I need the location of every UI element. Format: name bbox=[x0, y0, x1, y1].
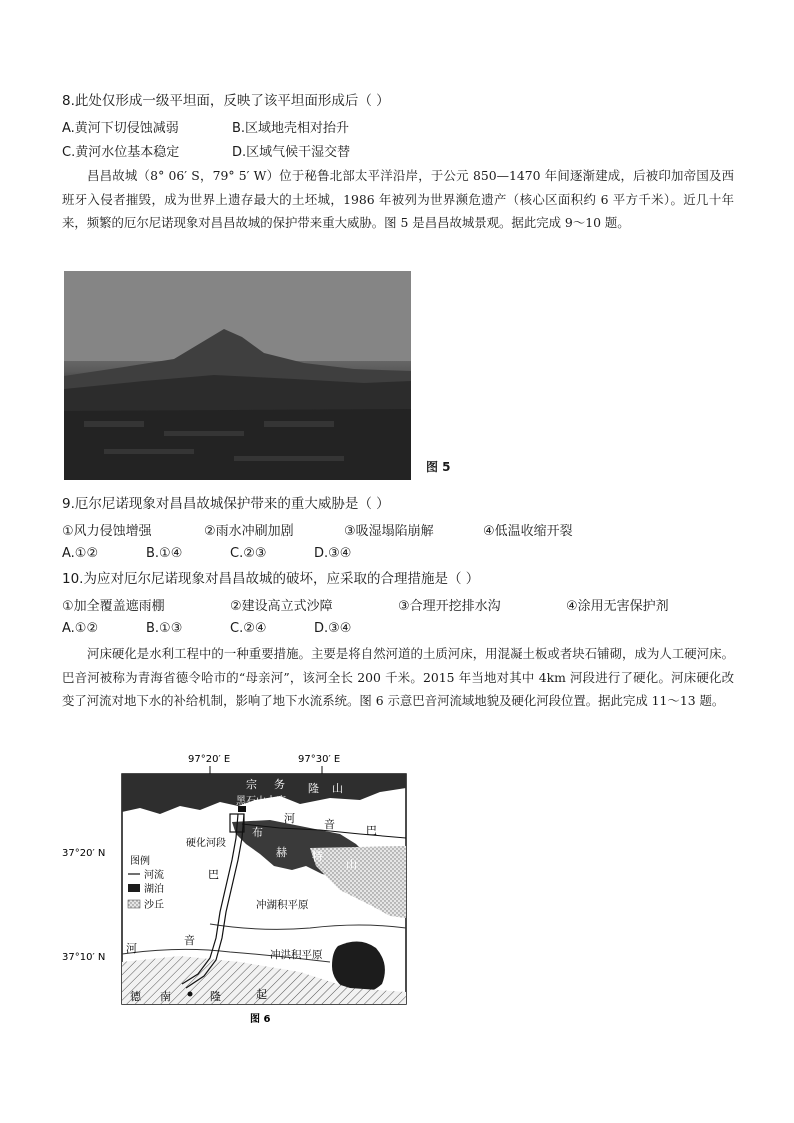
q9-stem: 9.厄尔尼诺现象对昌昌故城保护带来的重大威胁是（ ） bbox=[62, 496, 390, 512]
q10-choice-d: D.③④ bbox=[314, 621, 352, 636]
photo-scene bbox=[64, 271, 411, 480]
mountain-north-char-3: 隆 bbox=[308, 782, 319, 795]
river-main-char-2: 音 bbox=[184, 934, 195, 947]
figure-5-caption: 图 5 bbox=[426, 460, 451, 474]
river-main-char-1: 巴 bbox=[208, 868, 219, 881]
legend-lake: 湖泊 bbox=[144, 884, 164, 895]
mountain-mid-char-3: 特 bbox=[312, 850, 323, 863]
river-east-char-3: 巴 bbox=[366, 824, 377, 837]
mountain-south-char-1: 德 bbox=[130, 990, 141, 1003]
q10-item-3: ③合理开挖排水沟 bbox=[398, 599, 501, 614]
q9-choice-d: D.③④ bbox=[314, 546, 352, 561]
lat-label-2: 37°10′ N bbox=[62, 952, 106, 963]
mountain-mid-char-2: 赫 bbox=[276, 846, 287, 859]
legend-river: 河流 bbox=[144, 870, 164, 881]
passage-bayin-river: 河床硬化是水利工程中的一种重要措施。主要是将自然河道的土质河床，用混凝土板或者块石铺砌，成为人工硬河床。巴音河被称为青海省德令哈市的“母亲河”，该河全长 200 千米。2015 年当地对其中 4km 河段进行了硬化。河床硬化改变了河流对地下水的补给机制，影响了地下水流系统。图 6 示意巴音河流域地貌及硬化河段位置。据此完成 11～13 题。 bbox=[62, 646, 734, 708]
q10-stem: 10.为应对厄尔尼诺现象对昌昌故城的破坏，应采取的合理措施是（ ） bbox=[62, 571, 480, 587]
q10-choice-c: C.②④ bbox=[230, 621, 267, 636]
q8-option-c: C.黄河水位基本稳定 bbox=[62, 145, 180, 160]
map-svg bbox=[60, 748, 420, 1028]
map-hardened-label: 硬化河段 bbox=[186, 838, 226, 849]
lon-label-1: 97°20′ E bbox=[188, 754, 231, 765]
lon-label-2: 97°30′ E bbox=[298, 754, 341, 765]
q9-item-1: ①风力侵蚀增强 bbox=[62, 524, 152, 539]
river-east-char-1: 河 bbox=[284, 812, 295, 825]
q8-option-a: A.黄河下切侵蚀减弱 bbox=[62, 121, 179, 136]
mountain-mid-char-1: 布 bbox=[252, 826, 263, 839]
q9-choice-a: A.①② bbox=[62, 546, 99, 561]
mountain-south-char-4: 起 bbox=[256, 988, 267, 1001]
passage-chanchan: 昌昌故城（8° 06′ S，79° 5′ W）位于秘鲁北部太平洋沿岸，于公元 850—1470 年间逐渐建成，后被印加帝国及西班牙入侵者摧毁，成为世界上遗存最大的土坯城，1986 年被列为世界濒危遗产（核心区面积约 6 平方千米）。近几十年来，频繁的厄尔尼诺现象对昌昌故城的保护带来重大威胁。图 5 是昌昌故城景观。据此完成 9～10 题。 bbox=[62, 168, 734, 230]
mountain-south-char-2: 南 bbox=[160, 990, 171, 1003]
mountain-north-char-1: 宗 bbox=[246, 778, 257, 791]
plain-alluvial-label: 冲洪积平原 bbox=[270, 949, 323, 961]
mountain-south-char-3: 隆 bbox=[210, 990, 221, 1003]
q9-choice-c: C.②③ bbox=[230, 546, 267, 561]
mountain-north-char-4: 山 bbox=[332, 782, 343, 795]
mountain-mid-char-4: 山 bbox=[346, 858, 357, 871]
q9-item-3: ③吸湿塌陷崩解 bbox=[344, 524, 434, 539]
plain-lacustrine-label: 冲湖积平原 bbox=[256, 899, 309, 911]
chanchan-landscape-photo bbox=[64, 271, 411, 480]
q8-option-b: B.区域地壳相对抬升 bbox=[232, 121, 350, 136]
q9-choice-b: B.①④ bbox=[146, 546, 183, 561]
q10-item-1: ①加全覆盖遮雨棚 bbox=[62, 599, 165, 614]
q10-choice-b: B.①③ bbox=[146, 621, 183, 636]
bayin-river-map bbox=[60, 748, 420, 1028]
q8-option-d: D.区域气候干湿交替 bbox=[232, 145, 351, 160]
legend-dune: 沙丘 bbox=[144, 900, 164, 911]
q9-item-2: ②雨水冲刷加剧 bbox=[204, 524, 294, 539]
river-main-char-3: 河 bbox=[126, 942, 137, 955]
river-east-char-2: 音 bbox=[324, 818, 335, 831]
q10-item-4: ④涂用无害保护剂 bbox=[566, 599, 669, 614]
lat-label-1: 37°20′ N bbox=[62, 848, 106, 859]
map-reservoir-label: 黑石山水库 bbox=[236, 796, 286, 807]
q10-choice-a: A.①② bbox=[62, 621, 99, 636]
q9-item-4: ④低温收缩开裂 bbox=[483, 524, 573, 539]
figure-6-caption: 图 6 bbox=[250, 1014, 271, 1025]
q10-item-2: ②建设高立式沙障 bbox=[230, 599, 333, 614]
mountain-north-char-2: 务 bbox=[274, 778, 285, 791]
legend-title: 图例 bbox=[130, 856, 150, 867]
q8-stem: 8.此处仅形成一级平坦面，反映了该平坦面形成后（ ） bbox=[62, 93, 390, 109]
